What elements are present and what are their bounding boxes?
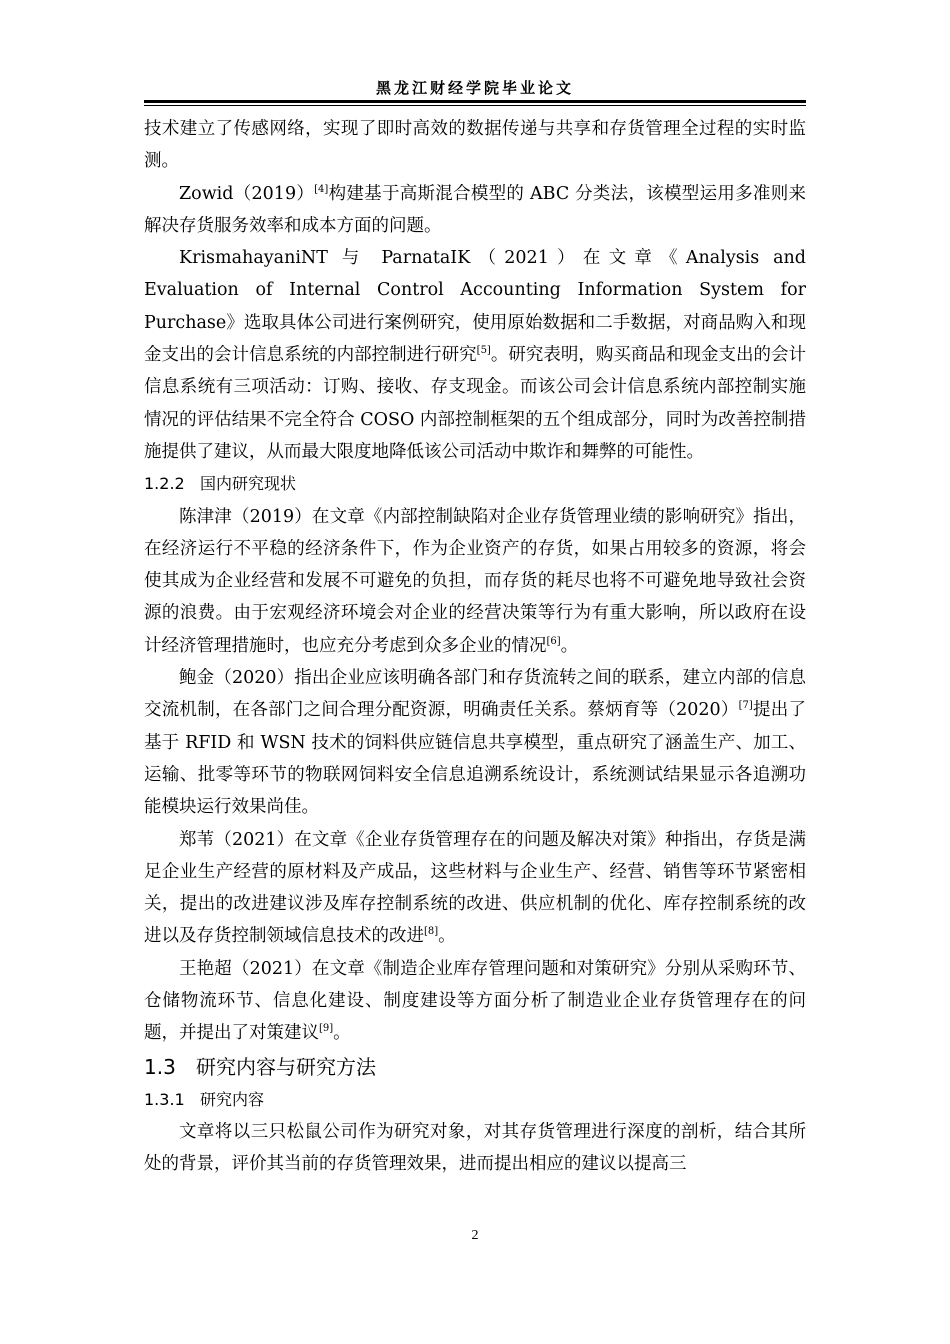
section-heading-1-3-1 (144, 1084, 806, 1116)
paragraph-text: 提出了基于 RFID 和 WSN 技术的饲料供应链信息共享模型，重点研究了涵盖生产、加工、运输、批零等环节的物联网饲料安全信息追溯系统设计，系统测试结果显示各追溯功能模块运行效果尚佳。 (144, 700, 806, 818)
paragraph-research-content: 文章将以三只松鼠公司作为研究对象，对其存货管理进行深度的剖析，结合其所处的背景，评价其当前的存货管理效果，进而提出相应的建议以提高三 (144, 1121, 806, 1175)
paragraph-wang (144, 953, 806, 1050)
citation-ref: [6] (546, 635, 561, 647)
section-heading-1-2-2 (144, 468, 806, 500)
header-rule-thin (144, 105, 806, 106)
heading-text: 研究内容与研究方法 (196, 1054, 376, 1079)
paragraph-text: 。 (333, 1023, 351, 1044)
paragraph-text: Zowid（2019） (179, 183, 315, 204)
heading-text: 国内研究现状 (200, 474, 297, 494)
running-header-title: 黑龙江财经学院毕业论文 (375, 79, 574, 97)
paragraph-text: 郑苇（2021）在文章《企业存货管理存在的问题及解决对策》种指出，存货是满足企业生产经营的原材料及产成品，这些材料与企业生产、经营、销售等环节紧密相关，提出的改进建议涉及库存控制系统的改进、供应机制的优化、库存控制系统的改进以及存货控制领域信息技术的改进 (144, 829, 806, 947)
paragraph-text: 。 (560, 635, 579, 656)
heading-number: 1.3.1 (144, 1089, 185, 1109)
paragraph-krismahayani (144, 242, 806, 468)
page-number: 2 (471, 1228, 479, 1243)
paragraph-chen (144, 501, 806, 662)
paragraph-zowid (144, 178, 806, 243)
paragraph-text: 。研究表明，购买商品和现金支出的会计信息系统有三项活动：订购、接收、存支现金。而该公司会计信息系统内部控制实施情况的评估结果不完全符合 COSO 内部控制框架的五个组成部分，同时为改善控制措施提供了建议，从而最大限度地降低该公司活动中欺诈和舞弊的可能性。 (144, 345, 807, 462)
body-text (144, 113, 806, 1181)
paragraph-zheng (144, 824, 806, 953)
heading-text: 研究内容 (200, 1089, 265, 1109)
heading-number: 1.2.2 (144, 474, 185, 494)
citation-ref: [9] (319, 1023, 334, 1035)
paragraph-text: 陈津津（2019）在文章《内部控制缺陷对企业存货管理业绩的影响研究》指出，在经济运行不平稳的经济条件下，作为企业资产的存货，如果占用较多的资源，将会使其成为企业经营和发展不可避免的负担，而存货的耗尽也将不可避免地导致社会资源的浪费。由于宏观经济环境会对企业的经营决策等行为有重大影响，所以政府在设计经济管理措施时，也应充分考虑到众多企业的情况 (144, 506, 806, 656)
paragraph-text: 王艳超（2021）在文章《制造企业库存管理问题和对策研究》分别从采购环节、仓储物流环节、信息化建设、制度建设等方面分析了制造业企业存货管理存在的问题，并提出了对策建议 (144, 958, 806, 1044)
paragraph-text: 构建基于高斯混合模型的 ABC 分类法，该模型运用多准则来解决存货服务效率和成本方面的问题。 (144, 183, 806, 236)
paragraph-text: 鲍金（2020）指出企业应该明确各部门和存货流转之间的联系，建立内部的信息交流机制，在各部门之间合理分配资源，明确责任关系。蔡炳育等（2020） (144, 668, 806, 721)
citation-ref: [4] (314, 183, 329, 195)
paragraph-text: KrismahayaniNT 与 ParnataIK（2021）在文章《Analysis and Evaluation of Internal Control Accounting Information System for Purchase》选取具体公司进行案例研究，使用原始数据和二手数据，对商品购入和现金支出的会计信息系统的内部控制进行研究 (144, 248, 806, 366)
section-heading-1-3 (144, 1050, 806, 1084)
paragraph-bao (144, 662, 806, 823)
heading-number: 1.3 (144, 1054, 176, 1079)
paragraph-continued: 技术建立了传感网络，实现了即时高效的数据传递与共享和存货管理全过程的实时监测。 (144, 119, 806, 172)
paragraph-text: 。 (438, 926, 456, 947)
citation-ref: [8] (424, 926, 439, 938)
citation-ref: [5] (476, 345, 491, 357)
citation-ref: [7] (738, 700, 753, 712)
header-rule-thick (144, 100, 806, 103)
